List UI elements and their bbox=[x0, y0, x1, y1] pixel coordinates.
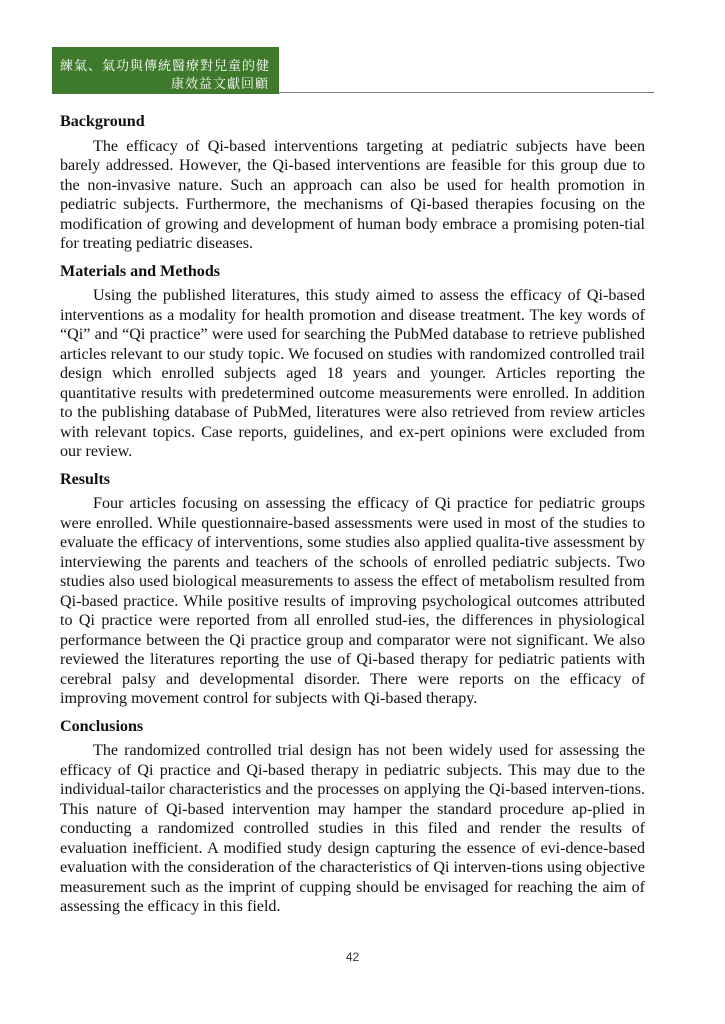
running-header-title-line2: 康效益文獻回顧 bbox=[170, 77, 269, 92]
running-header bbox=[52, 47, 279, 94]
running-header-title-line1: 練氣、氣功與傳統醫療對兒童的健 bbox=[60, 59, 271, 74]
abstract-body bbox=[60, 112, 645, 925]
section-heading: Conclusions bbox=[60, 717, 144, 735]
section-heading: Results bbox=[60, 470, 111, 488]
section-paragraph: Four articles focusing on assessing the efficacy of Qi practice for pediatric groups were enrolled. While questionnaire-based assessments were used in most of the studies to evaluate the efficacy of interventions, some studies also applied qualita-tive assessment by interviewing the parents and teachers of the schools of enrolled pediatric subjects. Two studies also used biological measurements to assess the effect of metabolism resulted from Qi-based practice. While positive results of improving psychological outcomes attributed to Qi practice were reported from all enrolled stud-ies, the differences in physiological performance between the Qi practice group and comparator were not significant. We also reviewed the literatures reporting the use of Qi-based therapy for pediatric patients with cerebral palsy and developmental disorder. There were reports on the efficacy of improving movement control for subjects with Qi-based therapy. bbox=[60, 495, 645, 707]
page-number: 42 bbox=[345, 950, 360, 964]
section-heading: Materials and Methods bbox=[60, 262, 221, 280]
section-materials-methods bbox=[60, 262, 645, 462]
section-paragraph: The randomized controlled trial design has not been widely used for assessing the efficacy of Qi practice and Qi-based therapy in pediatric subjects. This may due to the individual-tailor characteristics and the processes on applying the Qi-based interven-tions. This nature of Qi-based intervention may hamper the standard procedure ap-plied in conducting a randomized controlled studies in this filed and render the results of evaluation inefficient. A modified study design capturing the essence of evi-dence-based evaluation with the consideration of the characteristics of Qi interven-tions using objective measurement such as the imprint of cupping should be envisaged for reaching the aim of assessing the efficacy in this field. bbox=[60, 742, 645, 915]
section-paragraph: The efficacy of Qi-based interventions targeting at pediatric subjects have been barely addressed. However, the Qi-based interventions are feasible for this group due to the non-invasive nature. Such an approach can also be used for health promotion in pediatric subjects. Furthermore, the mechanisms of Qi-based therapies focusing on the modification of growing and development of human body embrace a promising poten-tial for treating pediatric diseases. bbox=[60, 137, 645, 252]
section-heading: Background bbox=[60, 113, 145, 130]
section-paragraph: Using the published literatures, this study aimed to assess the efficacy of Qi-based interventions as a modality for health promotion and disease treatment. The key words of “Qi” and “Qi practice” were used for searching the PubMed database to retrieve published articles relevant to our study topic. We focused on studies with randomized controlled trail design which enrolled subjects aged 18 years and younger. Articles reporting the quantitative results with predetermined outcome measurements were enrolled. In addition to the publishing database of PubMed, literatures were also retrieved from review articles with relevant topics. Case reports, guidelines, and ex-pert opinions were excluded from our review. bbox=[60, 287, 645, 460]
section-background bbox=[60, 112, 645, 254]
section-results bbox=[60, 470, 645, 709]
header-divider bbox=[279, 92, 654, 93]
section-conclusions bbox=[60, 717, 645, 917]
